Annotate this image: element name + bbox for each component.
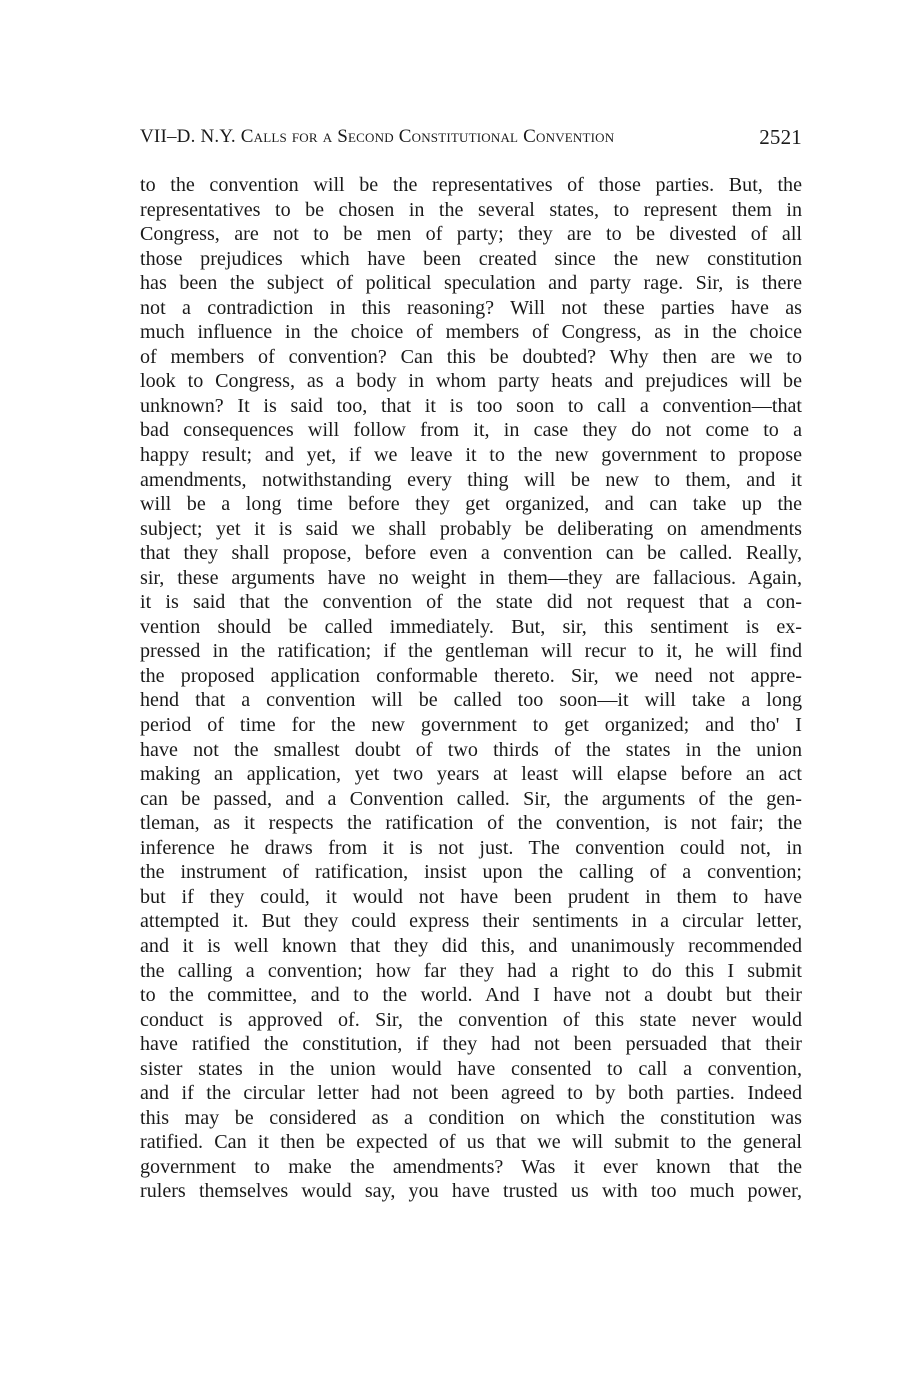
text-line: to the convention will be the representatives of those parties. But, the — [140, 174, 802, 196]
text-line: to the committee, and to the world. And I have not a doubt but their — [140, 984, 802, 1007]
text-line: government to make the amendments? Was it ever known that the — [140, 1155, 802, 1178]
text-line: those prejudices which have been created since the new constitution — [140, 247, 802, 270]
text-line: period of time for the new government to get organized; and tho' I — [140, 714, 802, 737]
text-line: representatives to be chosen in the several states, to represent them in — [140, 198, 802, 221]
text-line: that they shall propose, before even a convention can be called. Really, — [140, 542, 802, 565]
text-line: vention should be called immediately. But, sir, this sentiment is ex- — [140, 615, 802, 638]
text-line: the instrument of ratification, insist upon the calling of a convention; — [140, 861, 802, 884]
text-line: the proposed application conformable thereto. Sir, we need not appre- — [140, 664, 802, 687]
text-line: will be a long time before they get organized, and can take up the — [140, 493, 802, 516]
text-line: sir, these arguments have no weight in them—they are fallacious. Again, — [140, 566, 802, 589]
body-text — [140, 173, 802, 1204]
text-line: and it is well known that they did this, and unanimously recommended — [140, 934, 802, 957]
text-line: this may be considered as a condition on which the constitution was — [140, 1106, 802, 1129]
text-line: ratified. Can it then be expected of us that we will submit to the general — [140, 1131, 802, 1154]
text-line: conduct is approved of. Sir, the convention of this state never would — [140, 1008, 802, 1031]
text-line: can be passed, and a Convention called. Sir, the arguments of the gen- — [140, 787, 802, 810]
text-line: has been the subject of political speculation and party rage. Sir, is there — [140, 272, 802, 295]
text-line: Congress, are not to be men of party; they are to be divested of all — [140, 223, 802, 246]
text-line: but if they could, it would not have been prudent in them to have — [140, 885, 802, 908]
text-line: of members of convention? Can this be doubted? Why then are we to — [140, 345, 802, 368]
text-line: unknown? It is said too, that it is too soon to call a convention—that — [140, 394, 802, 417]
text-line: sister states in the union would have consented to call a convention, — [140, 1057, 802, 1080]
running-head — [140, 122, 802, 152]
text-line: it is said that the convention of the state did not request that a con- — [140, 591, 802, 614]
text-line: not a contradiction in this reasoning? Will not these parties have as — [140, 296, 802, 319]
running-head-title — [140, 122, 614, 152]
page-number: 2521 — [759, 125, 802, 149]
running-head-smallcaps: Calls for a Second Constitutional Convention — [240, 126, 615, 147]
text-line: inference he draws from it is not just. The convention could not, in — [140, 836, 802, 859]
text-line: making an application, yet two years at least will elapse before an act — [140, 763, 802, 786]
text-line: have ratified the constitution, if they had not been persuaded that their — [140, 1033, 802, 1056]
text-line: and if the circular letter had not been agreed to by both parties. Indeed — [140, 1082, 802, 1105]
text-line: subject; yet it is said we shall probably be deliberating on amendments — [140, 517, 802, 540]
text-line: bad consequences will follow from it, in case they do not come to a — [140, 419, 802, 442]
text-line: look to Congress, as a body in whom party heats and prejudices will be — [140, 370, 802, 393]
text-line: rulers themselves would say, you have trusted us with too much power, — [140, 1180, 802, 1203]
text-line: have not the smallest doubt of two thirds of the states in the union — [140, 738, 802, 761]
text-line: pressed in the ratification; if the gentleman will recur to it, he will find — [140, 640, 802, 663]
text-line: tleman, as it respects the ratification of the convention, is not fair; the — [140, 812, 802, 835]
text-line: much influence in the choice of members of Congress, as in the choice — [140, 321, 802, 344]
text-line: the calling a convention; how far they had a right to do this I submit — [140, 959, 802, 982]
text-line: hend that a convention will be called too soon—it will take a long — [140, 689, 802, 712]
running-head-prefix: VII–D. N.Y. — [140, 126, 241, 147]
text-line: amendments, notwithstanding every thing will be new to them, and it — [140, 468, 802, 491]
text-line: attempted it. But they could express their sentiments in a circular letter, — [140, 910, 802, 933]
text-line: happy result; and yet, if we leave it to the new government to propose — [140, 444, 802, 467]
